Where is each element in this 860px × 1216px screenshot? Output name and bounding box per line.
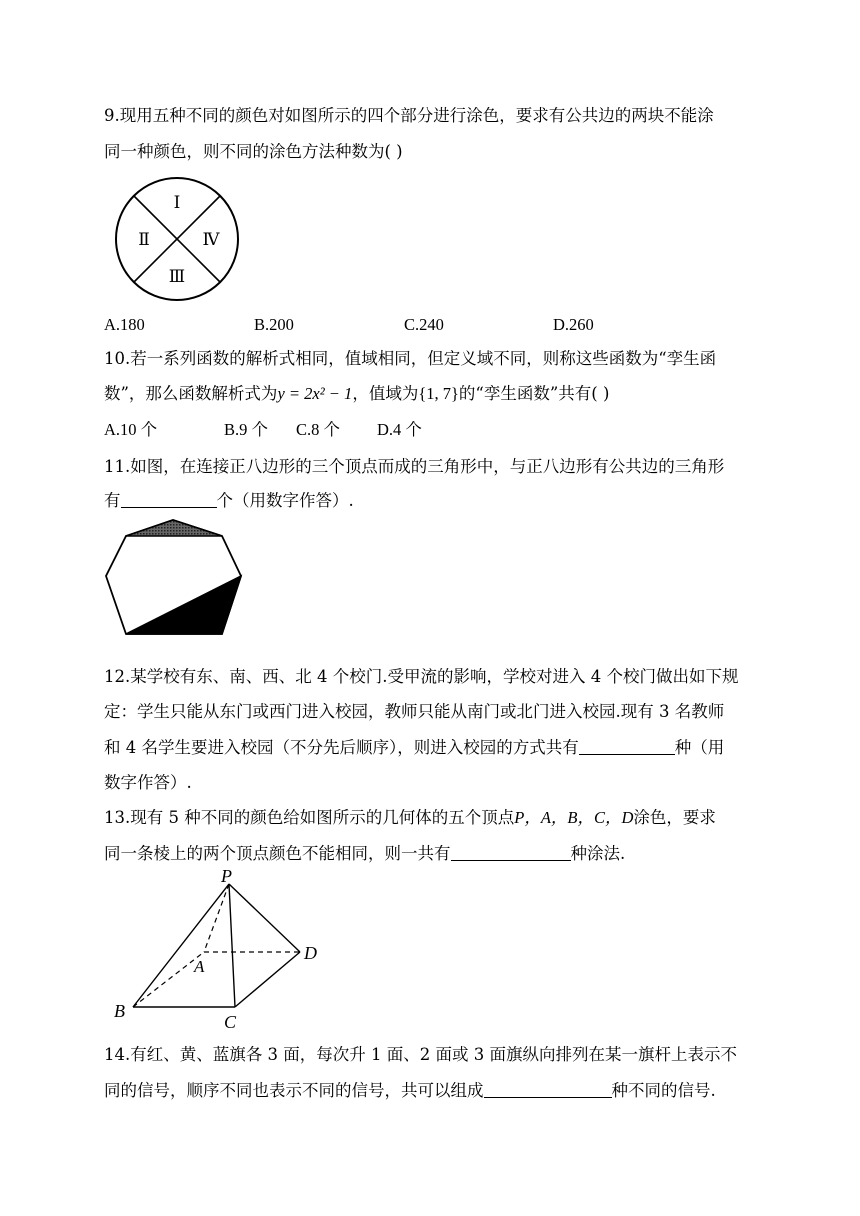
- q10-line1: 10.若一系列函数的解析式相同，值域相同，但定义域不同，则称这些函数为“孪生函: [104, 349, 717, 368]
- q10-option-a: A.10 个: [104, 420, 158, 439]
- q9-label-1: Ⅰ: [173, 193, 181, 212]
- q9-label-2: Ⅱ: [138, 230, 150, 249]
- q12-line3-text-b: 种（用: [674, 738, 725, 757]
- q9-label-3: Ⅲ: [168, 267, 186, 286]
- q11-line2-text-a: 有: [104, 491, 121, 510]
- q14-line1: 14.有红、黄、蓝旗各 3 面，每次升 1 面、2 面或 3 面旗纵向排列在某一旗杆上表示不: [104, 1045, 737, 1064]
- q13-line1-text-b: 涂色，要求: [633, 808, 716, 827]
- q10-option-c: C.8 个: [296, 420, 341, 439]
- q12-line3: [104, 736, 724, 760]
- q11-line1: 11.如图，在连接正八边形的三个顶点而成的三角形中，与正八边形有公共边的三角形: [104, 457, 725, 476]
- q13-pyramid-figure: [110, 866, 330, 1036]
- q13-label-a: A: [194, 957, 205, 976]
- q12-line3-text-a: 和 4 名学生要进入校园（不分先后顺序），则进入校园的方式共有: [104, 738, 579, 757]
- q13-answer-blank[interactable]: [451, 844, 571, 861]
- q9-option-d: D.260: [553, 315, 594, 334]
- q10-line2-text-a: 数”，那么函数解析式为: [104, 384, 278, 403]
- q11-octagon-figure: [104, 518, 244, 638]
- q9-option-c: C.240: [404, 315, 444, 334]
- q10-range: {1, 7}: [418, 384, 459, 403]
- q12-line1: 12.某学校有东、南、西、北 4 个校门.受甲流的影响，学校对进入 4 个校门做出如下规: [104, 667, 739, 686]
- q13-line2: [104, 842, 625, 866]
- q13-label-d: D: [304, 943, 317, 963]
- q11-line2-text-b: 个（用数字作答）.: [216, 491, 354, 510]
- q14-line2: [104, 1079, 716, 1103]
- q9-circle-figure: [114, 176, 240, 302]
- q9-option-b: B.200: [254, 315, 294, 334]
- q14-answer-blank[interactable]: [484, 1081, 612, 1098]
- q14-line2-text-b: 种不同的信号.: [611, 1081, 716, 1100]
- q13-line2-text-a: 同一条棱上的两个顶点颜色不能相同，则一共有: [104, 844, 451, 863]
- q9-label-4: Ⅳ: [202, 230, 220, 249]
- q10-line2-text-c: 的“孪生函数”共有( ): [458, 384, 610, 403]
- q13-label-c: C: [224, 1012, 237, 1032]
- q11-line2: [104, 489, 354, 513]
- q12-line2: 定：学生只能从东门或西门进入校园，教师只能从南门或北门进入校园.现有 3 名教师: [104, 702, 725, 721]
- q13-label-b: B: [114, 1001, 125, 1021]
- q13-line2-text-b: 种涂法.: [570, 844, 626, 863]
- q12-line4: 数字作答）.: [104, 773, 192, 792]
- q13-line1: [104, 806, 716, 830]
- q11-answer-blank[interactable]: [121, 491, 217, 508]
- q13-line1-text-a: 13.现有 5 种不同的颜色给如图所示的几何体的五个顶点: [104, 808, 515, 827]
- q9-line2: 同一种颜色，则不同的涂色方法种数为( ): [104, 142, 403, 161]
- q10-option-b: B.9 个: [224, 420, 269, 439]
- q9-option-a: A.180: [104, 315, 145, 334]
- q12-answer-blank[interactable]: [579, 738, 675, 755]
- q9-line1: 9.现用五种不同的颜色对如图所示的四个部分进行涂色，要求有公共边的两块不能涂: [104, 106, 714, 125]
- q13-label-p: P: [221, 866, 232, 886]
- q13-vertices: P，A，B，C，D: [514, 808, 634, 827]
- q10-formula: y = 2x² − 1: [277, 384, 353, 403]
- q10-option-d: D.4 个: [377, 420, 422, 439]
- q10-line2: [104, 382, 609, 406]
- q14-line2-text-a: 同的信号，顺序不同也表示不同的信号，共可以组成: [104, 1081, 484, 1100]
- q10-line2-text-b: ，值域为: [352, 384, 419, 403]
